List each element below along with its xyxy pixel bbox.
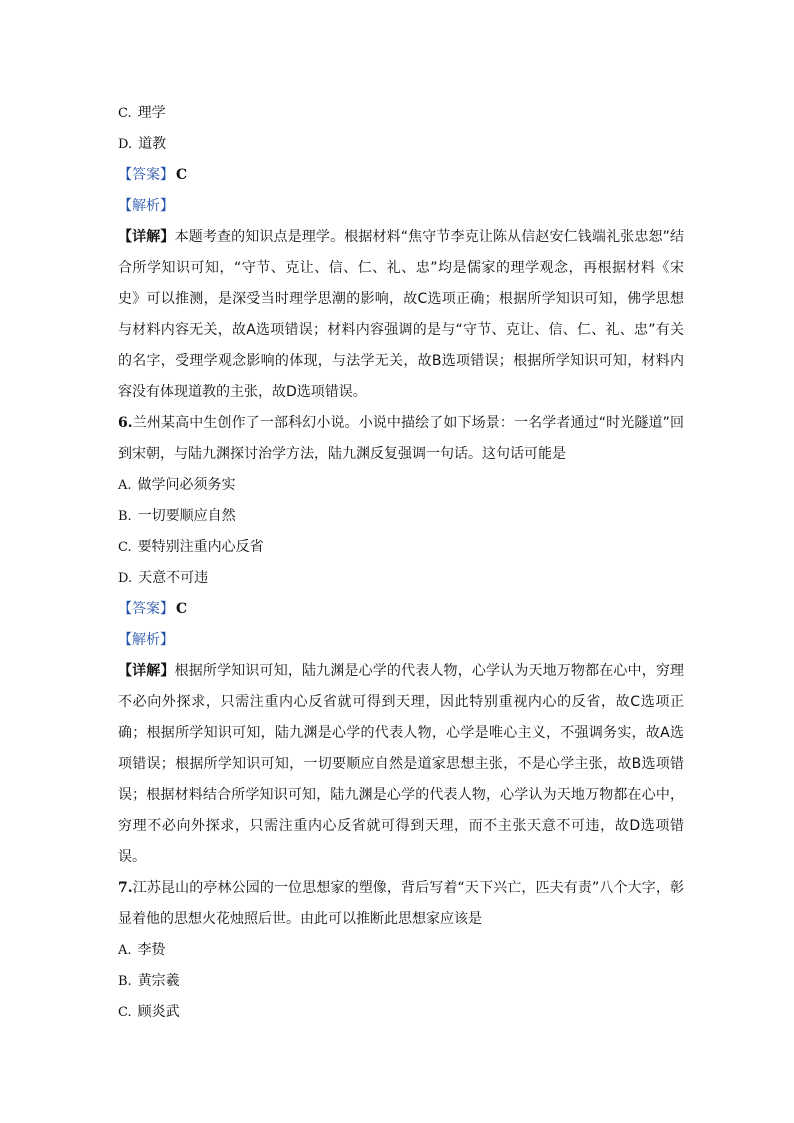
analysis-line <box>118 191 684 222</box>
document-page <box>118 98 684 1028</box>
option-text: 一切要顺应自然 <box>137 508 236 524</box>
option-c <box>118 997 684 1028</box>
option-letter: A. <box>118 943 132 958</box>
option-text: 要特别注重内心反省 <box>137 539 264 555</box>
option-letter: C. <box>118 106 132 121</box>
option-d <box>118 129 684 160</box>
analysis-label: 【解析】 <box>118 198 174 214</box>
option-letter: C. <box>118 1005 132 1020</box>
detail-paragraph <box>118 222 684 408</box>
option-a <box>118 935 684 966</box>
answer-value: C <box>176 167 188 183</box>
option-text: 做学问必须务实 <box>137 477 236 493</box>
answer-line <box>118 594 684 625</box>
question-number: 6. <box>118 415 133 431</box>
option-text: 天意不可违 <box>138 570 209 586</box>
option-text: 道教 <box>138 136 167 152</box>
option-c <box>118 532 684 563</box>
detail-text: 本题考查的知识点是理学。根据材料“焦守节李克让陈从信赵安仁钱端礼张忠恕”结合所学知识可知，“守节、克让、信、仁、礼、忠”均是儒家的理学观念，再根据材料《宋史》可以推测，是深受当时理学思潮的影响，故C选项正确；根据所学知识可知，佛学思想与材料内容无关，故A选项错误；材料内容强调的是与“守节、克让、信、仁、礼、忠”有关的名字，受理学观念影响的体现，与法学无关，故B选项错误；根据所学知识可知，材料内容没有体现道教的主张，故D选项错误。 <box>118 229 685 400</box>
option-a <box>118 470 684 501</box>
option-d <box>118 563 684 594</box>
option-b <box>118 966 684 997</box>
question-6-stem <box>118 408 684 470</box>
answer-value: C <box>176 601 188 617</box>
analysis-label: 【解析】 <box>118 632 174 648</box>
detail-paragraph <box>118 656 684 873</box>
option-b <box>118 501 684 532</box>
question-stem: 江苏昆山的亭林公园的一位思想家的塑像，背后写着“天下兴亡，匹夫有责”八个大字，彰显着他的思想火花烛照后世。由此可以推断此思想家应该是 <box>118 880 684 927</box>
detail-text: 根据所学知识可知，陆九渊是心学的代表人物，心学认为天地万物都在心中，穷理不必向外探求，只需注重内心反省就可得到天理，因此特别重视内心的反省，故C选项正确；根据所学知识可知，陆九渊是心学的代表人物，心学是唯心主义，不强调务实，故A选项错误；根据所学知识可知，一切要顺应自然是道家思想主张，不是心学主张，故B选项错误；根据材料结合所学知识可知，陆九渊是心学的代表人物，心学认为天地万物都在心中，穷理不必向外探求，只需注重内心反省就可得到天理，而不主张天意不可违，故D选项错误。 <box>118 663 685 865</box>
option-letter: B. <box>118 509 132 524</box>
option-text: 李贽 <box>137 942 166 958</box>
answer-label: 【答案】 <box>118 167 174 183</box>
option-text: 黄宗羲 <box>137 973 180 989</box>
question-stem: 兰州某高中生创作了一部科幻小说。小说中描绘了如下场景：一名学者通过“时光隧道”回到宋朝，与陆九渊探讨治学方法，陆九渊反复强调一句话。这句话可能是 <box>118 415 684 462</box>
option-letter: D. <box>118 571 133 586</box>
option-c <box>118 98 684 129</box>
question-number: 7. <box>118 880 133 896</box>
question-7-stem <box>118 873 684 935</box>
option-text: 理学 <box>137 105 166 121</box>
option-letter: B. <box>118 974 132 989</box>
analysis-line <box>118 625 684 656</box>
detail-label: 【详解】 <box>118 229 175 245</box>
answer-line <box>118 160 684 191</box>
option-letter: D. <box>118 137 133 152</box>
option-text: 顾炎武 <box>137 1004 180 1020</box>
option-letter: C. <box>118 540 132 555</box>
answer-label: 【答案】 <box>118 601 174 617</box>
detail-label: 【详解】 <box>118 663 175 679</box>
option-letter: A. <box>118 478 132 493</box>
